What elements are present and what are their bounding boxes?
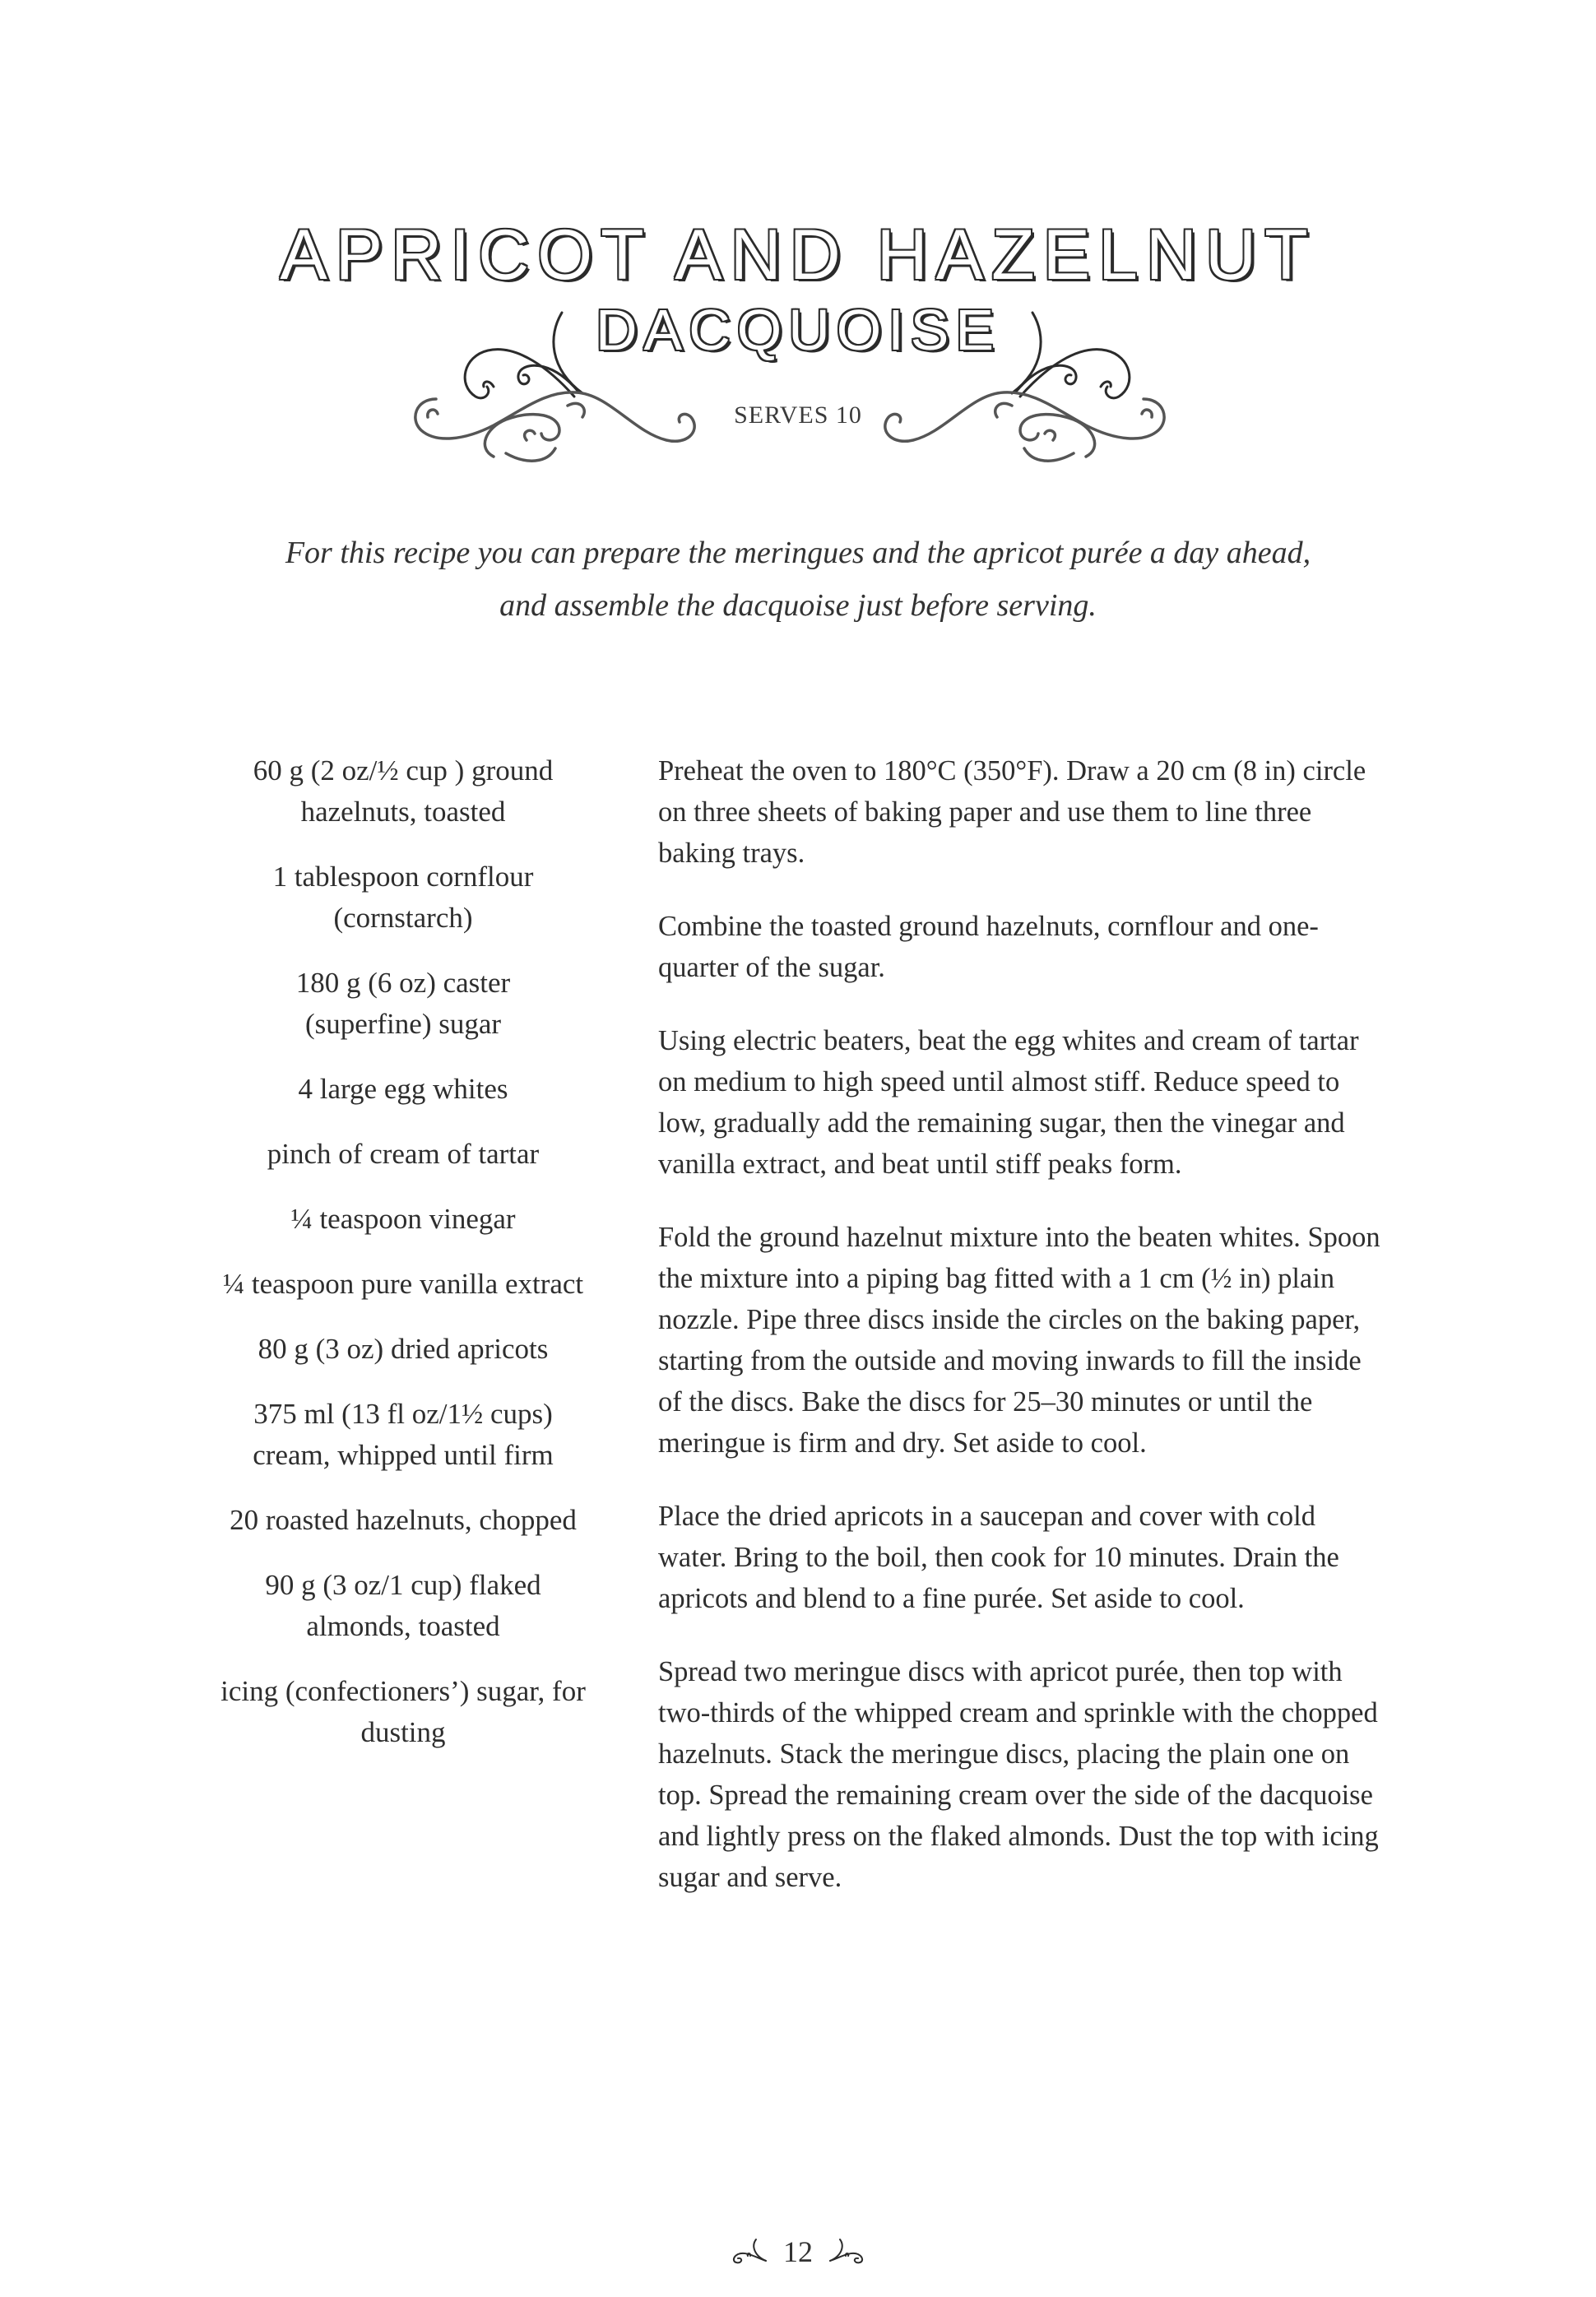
method-step: Combine the toasted ground hazelnuts, cornflour and one-quarter of the sugar.: [658, 911, 1319, 983]
method-step: Spread two meringue discs with apricot purée, then top with two-thirds of the whipped cream and sprinkle with the chopped hazelnuts. Stack the meringue discs, placing the plain one on top. Spread the remaining cream over the side of the dacquoise and lightly press on the flaked almonds. Dust the top with icing sugar and serve.: [658, 1656, 1379, 1893]
page-footer: [0, 2228, 1596, 2272]
method-step: Preheat the oven to 180°C (350°F). Draw a 20 cm (8 in) circle on three sheets of baking paper and use them to line three baking trays.: [658, 755, 1366, 869]
recipe-title-line2: DACQUOISE: [595, 298, 1001, 362]
intro-line: and assemble the dacquoise just before serving.: [499, 588, 1097, 623]
ingredient-item: 4 large egg whites: [298, 1073, 508, 1105]
ingredient-item: icing (confectioners’) sugar, for dusting: [220, 1675, 586, 1748]
ingredient-item: ¼ teaspoon vinegar: [290, 1203, 516, 1235]
ingredient-item: 60 g (2 oz/½ cup ) ground hazelnuts, toasted: [253, 754, 554, 828]
method-step: Fold the ground hazelnut mixture into the beaten whites. Spoon the mixture into a piping bag fitted with a 1 cm (½ in) plain nozzle. Pipe three discs inside the circles on the baking paper, starting from the outside and moving inwards to fill the inside of the discs. Bake the discs for 25–30 minutes or until the meringue is firm and dry. Set aside to cool.: [658, 1222, 1380, 1459]
page-number: 12: [783, 2234, 813, 2268]
method-step: Using electric beaters, beat the egg whites and cream of tartar on medium to high speed until almost stiff. Reduce speed to low, gradually add the remaining sugar, then the vinegar and vanilla extract, and beat until stiff peaks form.: [658, 1025, 1359, 1180]
small-flourish-icon: [827, 2238, 868, 2266]
ingredient-item: ¼ teaspoon pure vanilla extract: [222, 1268, 584, 1300]
recipe-title-line1: APRICOT AND HAZELNUT: [280, 216, 1316, 295]
ingredient-item: 80 g (3 oz) dried apricots: [257, 1333, 549, 1365]
ingredient-item: pinch of cream of tartar: [267, 1138, 540, 1170]
ingredient-item: 1 tablespoon cornflour (cornstarch): [272, 861, 534, 934]
intro-line: For this recipe you can prepare the meringues and the apricot purée a day ahead,: [285, 536, 1311, 570]
ingredient-item: 90 g (3 oz/1 cup) flaked almonds, toasted: [265, 1569, 541, 1642]
method-steps: [658, 750, 1382, 1930]
method-step: Place the dried apricots in a saucepan and cover with cold water. Bring to the boil, then cook for 10 minutes. Drain the apricots and blend to a fine purée. Set aside to cool.: [658, 1501, 1339, 1614]
serves-label: SERVES 10: [734, 401, 862, 429]
ingredient-item: 20 roasted hazelnuts, chopped: [230, 1504, 577, 1536]
ingredient-item: 180 g (6 oz) caster (superfine) sugar: [295, 967, 511, 1040]
small-flourish-icon: [728, 2238, 769, 2266]
ingredient-item: 375 ml (13 fl oz/1½ cups) cream, whipped until firm: [253, 1398, 554, 1471]
recipe-intro: [165, 527, 1431, 632]
ingredients-list: [181, 750, 625, 1777]
